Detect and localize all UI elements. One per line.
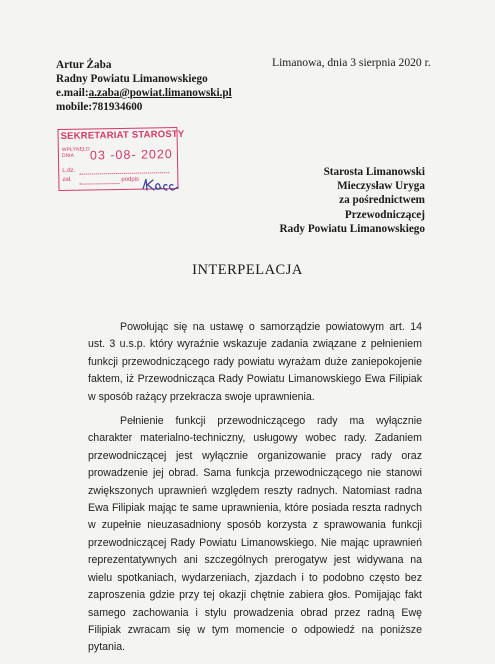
recipient-line-3: za pośrednictwem bbox=[339, 194, 425, 207]
recipient-line-4: Przewodniczącej bbox=[344, 208, 425, 221]
stamp-received-label: WPŁYNĘŁO DNIA bbox=[61, 146, 90, 159]
sender-name: Artur Żaba bbox=[56, 59, 112, 71]
stamp-header: SEKRETARIAT STAROSTY bbox=[60, 128, 185, 142]
date-line: Limanowa, dnia 3 sierpnia 2020 r. bbox=[272, 56, 431, 69]
body-paragraph-2: Pełnienie funkcji przewodniczącego rady ma wyłącznie charakter materialno-techniczny, usługowy wobec rady. Zadaniem przewodniczącej jest wyłącznie organizowanie pracy rady oraz prowadzenie jej obrad. Sama funkcja przewodniczącego nie stanowi zwiększonych uprawnień względem reszty radnych. Natomiast radna Ewa Filipiak mając te same uprawnienia, które posiada reszta radnych w zupełnie nieuzasadniony sposób korzysta z sprawowania funkcji przewodniczącej Rady Powiatu Limanowskiego. Nie mając uprawnień reprezentatywnych ani szczególnych prerogatyw jest widywana na wielu spotkaniach, wydarzeniach, zjazdach i to podobno często bez zaproszenia gdzie przy tej okazji chętnie zabiera głos. Pomijając fakt samego zachowania i stylu prowadzenia obrad przez radną Ewę Filipiak zwracam się w tym momencie o odpowiedź na poniższe pytania. bbox=[88, 415, 422, 654]
email-link[interactable]: a.zaba@powiat.limanowski.pl bbox=[88, 87, 232, 99]
mobile-label: mobile: bbox=[56, 101, 93, 113]
stamp-podpis-label: podpis bbox=[121, 176, 140, 183]
document-title: INTERPELACJA bbox=[192, 262, 303, 278]
document-body bbox=[88, 319, 422, 664]
recipient-line-1: Starosta Limanowski bbox=[323, 166, 425, 178]
sender-email bbox=[56, 86, 232, 100]
stamp-zal-line bbox=[79, 183, 119, 185]
mobile-number: 781934600 bbox=[92, 101, 143, 113]
sender-block bbox=[56, 58, 232, 114]
stamp-date: 03 -08- 2020 bbox=[89, 147, 173, 163]
stamp-zal-label: zał. bbox=[62, 176, 72, 183]
recipient-line-5: Rady Powiatu Limanowskiego bbox=[279, 222, 425, 235]
sender-role: Radny Powiatu Limanowskiego bbox=[56, 73, 208, 85]
body-paragraph-1: Powołując się na ustawę o samorządzie powiatowym art. 14 ust. 3 u.s.p. który wyraźnie wskazuje zadania związane z pełnieniem funkcji przewodniczącego rady powiatu wyrażam duże zaniepokojenie faktem, iż Przewodnicząca Rady Powiatu Limanowskiego Ewa Filipiak w sposób rażący przekracza swoje uprawnienia. bbox=[88, 321, 422, 403]
stamp-ldz-label: L.dz. bbox=[62, 167, 76, 174]
email-label: e.mail: bbox=[56, 87, 89, 99]
recipient-block bbox=[280, 165, 425, 236]
recipient-line-2: Mieczysław Uryga bbox=[337, 180, 425, 193]
handwritten-signature bbox=[140, 175, 182, 195]
sender-mobile bbox=[56, 100, 232, 114]
